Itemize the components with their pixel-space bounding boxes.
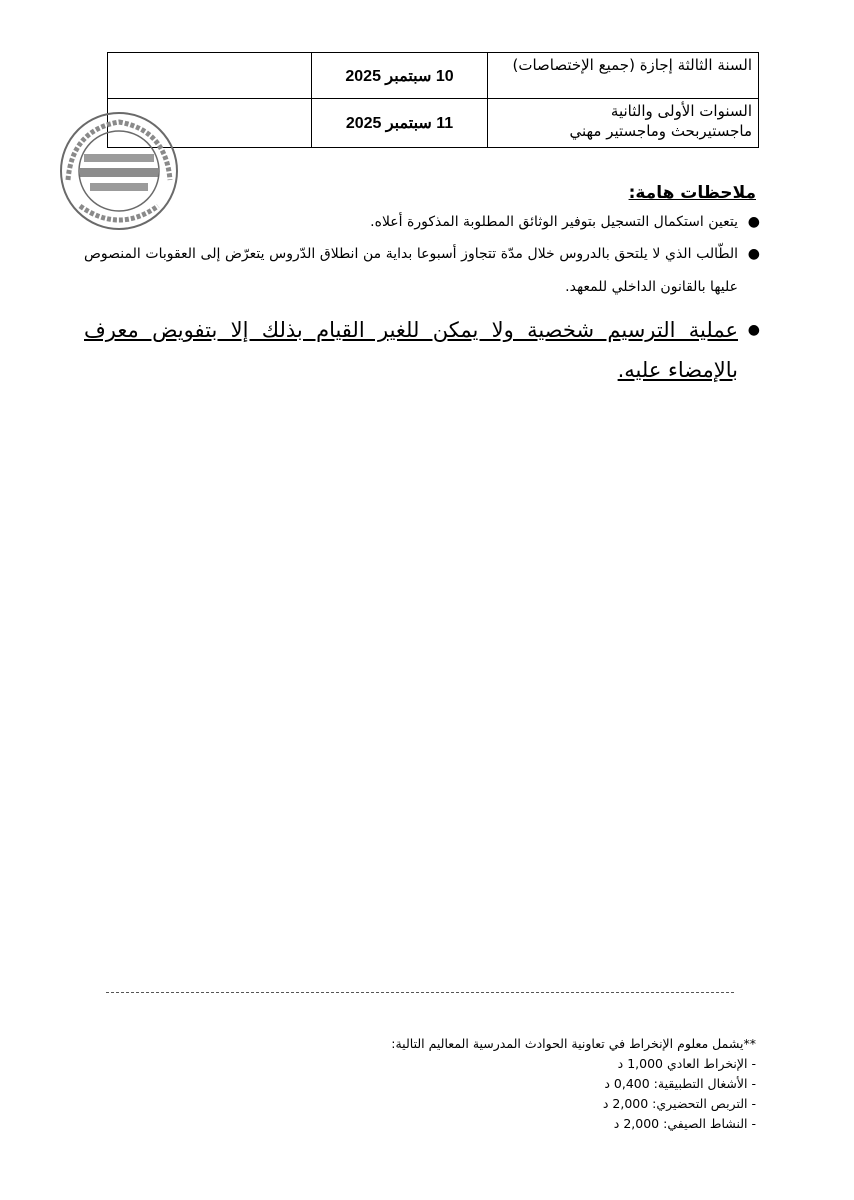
footnote-line: - الإنخراط العادي 1,000 د bbox=[617, 1056, 756, 1071]
footnote-line: - التربص التحضيري: 2,000 د bbox=[602, 1096, 756, 1111]
note-text: الطّالب الذي لا يلتحق بالدروس خلال مدّة تتجاوز أسبوعا بداية من انطلاق الدّروس يتعرّض إلى العقوبات المنصوص عليها بالقانون الداخلي للمعهد. bbox=[84, 246, 738, 295]
footnote-intro: **يشمل معلوم الإنخراط في تعاونية الحوادث المدرسية المعاليم التالية: bbox=[391, 1036, 756, 1051]
note-text: يتعين استكمال التسجيل بتوفير الوثائق المطلوبة المذكورة أعلاه. bbox=[370, 214, 738, 230]
list-item bbox=[84, 310, 760, 390]
list-item bbox=[84, 238, 760, 304]
bullet-icon: ● bbox=[747, 214, 760, 230]
bullet-icon: ● bbox=[747, 246, 760, 262]
notes-heading: ملاحظات هامة: bbox=[628, 183, 756, 203]
schedule-level: السنة الثالثة إجازة (جميع الإختصاصات) bbox=[488, 53, 759, 99]
schedule-level-line: السنوات الأولى والثانية bbox=[610, 102, 752, 120]
schedule-level-line: ماجستيربحث وماجستير مهني bbox=[569, 122, 752, 140]
registration-schedule-table bbox=[107, 52, 759, 148]
list-item bbox=[84, 210, 760, 234]
schedule-row bbox=[108, 53, 759, 99]
schedule-empty-cell bbox=[108, 53, 312, 99]
note-text: عملية الترسيم شخصية ولا يمكن للغير القيام بذلك إلا بتفويض معرف بالإمضاء عليه. bbox=[84, 318, 738, 382]
schedule-row bbox=[108, 99, 759, 148]
footnote-line: - الأشغال التطبيقية: 0,400 د bbox=[604, 1076, 756, 1091]
schedule-date: 10 سبتمبر 2025 bbox=[312, 53, 488, 99]
bullet-icon: ● bbox=[747, 322, 760, 338]
schedule-date: 11 سبتمبر 2025 bbox=[312, 99, 488, 148]
footnote-line: - النشاط الصيفي: 2,000 د bbox=[613, 1116, 756, 1131]
footnote bbox=[336, 1034, 756, 1134]
notes-list bbox=[84, 210, 760, 390]
footnote-divider bbox=[106, 992, 734, 993]
schedule-level bbox=[488, 99, 759, 148]
